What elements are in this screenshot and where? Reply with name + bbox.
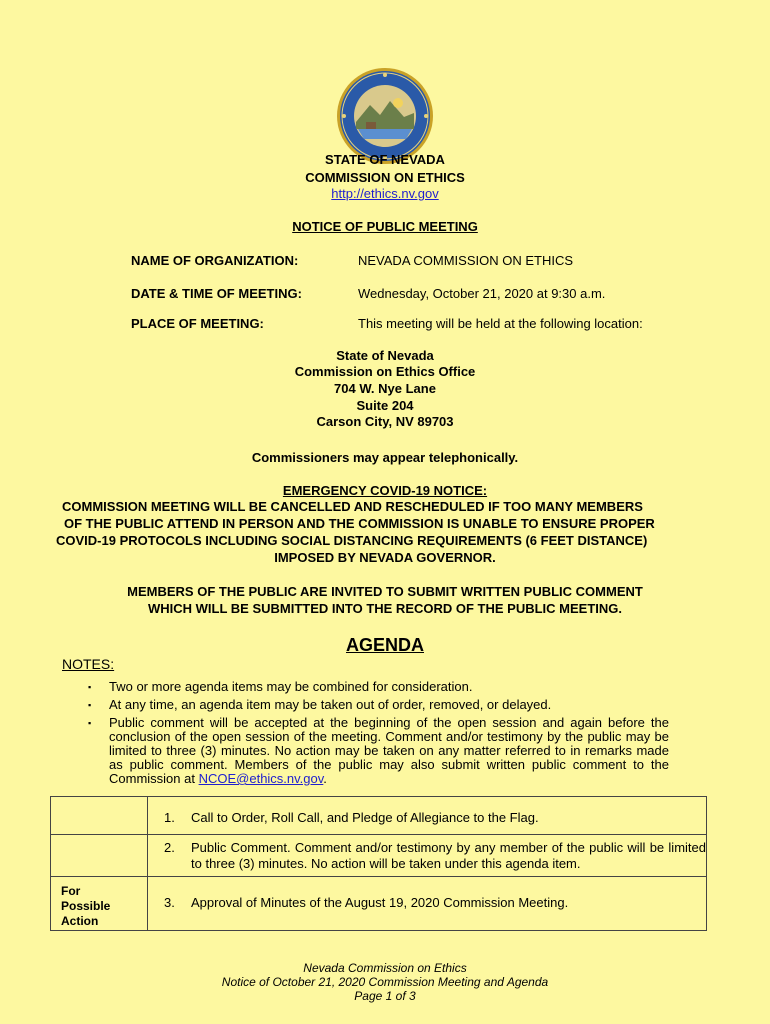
- place-label: PLACE OF MEETING:: [131, 316, 264, 331]
- note-text: At any time, an agenda item may be taken out of order, removed, or delayed.: [109, 697, 552, 712]
- footer-line: Notice of October 21, 2020 Commission Meeting and Agenda: [221, 975, 549, 989]
- agenda-side-cell: [51, 835, 148, 877]
- notice-heading: NOTICE OF PUBLIC MEETING: [292, 219, 478, 234]
- footer-line: Nevada Commission on Ethics: [303, 961, 467, 975]
- emergency-line: COMMISSION MEETING WILL BE CANCELLED AND RESCHEDULED IF TOO MANY MEMBERS: [62, 499, 643, 514]
- emergency-line: IMPOSED BY NEVADA GOVERNOR.: [274, 550, 496, 565]
- note-item: [88, 716, 678, 790]
- agenda-row: [51, 797, 707, 835]
- commission-heading: COMMISSION ON ETHICS: [305, 170, 465, 185]
- bullet-icon: ▪: [88, 718, 92, 728]
- page-number: Page 1 of 3: [354, 989, 416, 1003]
- bullet-icon: ▪: [88, 700, 92, 710]
- bullet-icon: ▪: [88, 682, 92, 692]
- emergency-title: EMERGENCY COVID-19 NOTICE:: [282, 483, 488, 498]
- agenda-item-number: 2.: [164, 840, 175, 855]
- agenda-main-cell: [148, 835, 707, 877]
- agenda-item-text: Call to Order, Roll Call, and Pledge of Allegiance to the Flag.: [191, 810, 539, 825]
- website-link[interactable]: http://ethics.nv.gov: [331, 186, 439, 201]
- note-suffix: .: [323, 771, 327, 786]
- agenda-main-cell: [148, 797, 707, 835]
- place-value: This meeting will be held at the following location:: [358, 316, 643, 331]
- note-text: [109, 716, 669, 786]
- notes-label: NOTES:: [62, 656, 115, 672]
- agenda-item-text: Approval of Minutes of the August 19, 2020 Commission Meeting.: [191, 895, 569, 910]
- datetime-value: Wednesday, October 21, 2020 at 9:30 a.m.: [358, 286, 606, 301]
- note-text-body: Public comment will be accepted at the beginning of the open session and again before the conclusion of the open session of the meeting. Comment and/or testimony by the public may be limited to three (3) minutes. No action may be taken on any matter referred to in remarks made as public comment. Members of the public may also submit written public comment to the Commission at: [109, 715, 669, 786]
- website-link-wrap: [0, 186, 770, 202]
- note-text: Two or more agenda items may be combined for consideration.: [109, 679, 473, 694]
- telephonic-note: Commissioners may appear telephonically.: [251, 450, 519, 465]
- agenda-side-cell: [51, 797, 148, 835]
- agenda-item-number: 1.: [164, 810, 175, 825]
- public-comment-line: WHICH WILL BE SUBMITTED INTO THE RECORD OF THE PUBLIC MEETING.: [147, 601, 622, 616]
- agenda-row: [51, 877, 707, 931]
- state-heading: STATE OF NEVADA: [325, 152, 445, 167]
- emergency-line: OF THE PUBLIC ATTEND IN PERSON AND THE COMMISSION IS UNABLE TO ENSURE PROPER: [64, 516, 655, 531]
- fpa-line: For: [61, 884, 81, 898]
- agenda-item-text: Public Comment. Comment and/or testimony by any member of the public will be limited to three (3) minutes. No action will be taken under this agenda item.: [191, 840, 706, 871]
- agenda-table: [50, 796, 707, 931]
- org-name-value: NEVADA COMMISSION ON ETHICS: [358, 253, 574, 268]
- agenda-main-cell: [148, 877, 707, 931]
- org-name-label: NAME OF ORGANIZATION:: [131, 253, 299, 268]
- for-possible-action-label: [51, 877, 148, 931]
- email-link[interactable]: NCOE@ethics.nv.gov: [198, 771, 324, 786]
- location-line: 704 W. Nye Lane: [334, 381, 436, 396]
- location-line: Suite 204: [356, 398, 414, 413]
- fpa-line: Action: [61, 914, 99, 928]
- datetime-label: DATE & TIME OF MEETING:: [131, 286, 302, 301]
- agenda-title: AGENDA: [345, 635, 424, 655]
- location-line: Carson City, NV 89703: [316, 414, 454, 429]
- location-line: State of Nevada: [336, 348, 434, 363]
- agenda-row: [51, 835, 707, 877]
- emergency-line: COVID-19 PROTOCOLS INCLUDING SOCIAL DISTANCING REQUIREMENTS (6 FEET DISTANCE): [56, 533, 648, 548]
- public-comment-line: MEMBERS OF THE PUBLIC ARE INVITED TO SUBMIT WRITTEN PUBLIC COMMENT: [127, 584, 643, 599]
- fpa-line: Possible: [61, 899, 111, 913]
- location-line: Commission on Ethics Office: [294, 364, 476, 379]
- state-seal-logo: [336, 67, 434, 165]
- agenda-item-number: 3.: [164, 895, 175, 910]
